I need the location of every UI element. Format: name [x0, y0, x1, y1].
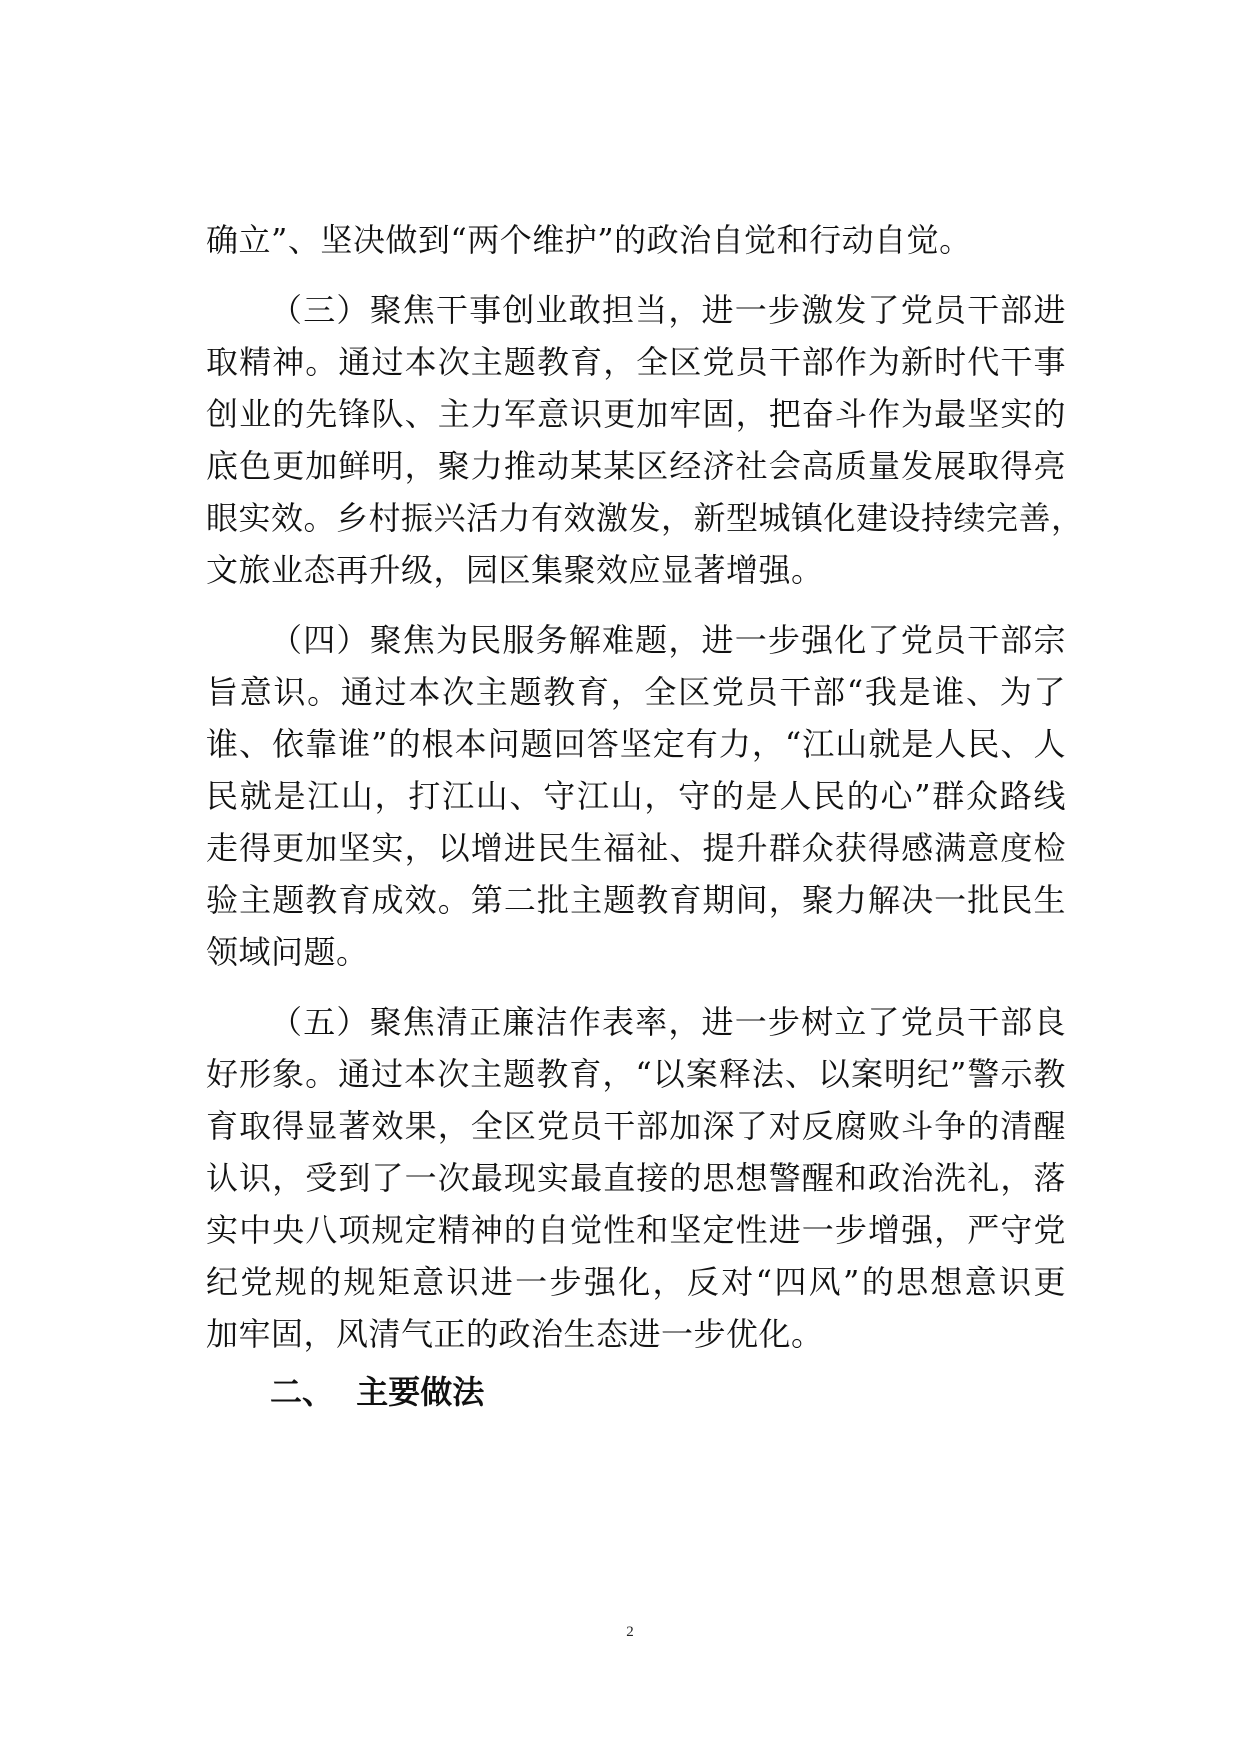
text-line: 旨意识。通过本次主题教育，全区党员干部“我是谁、为了: [206, 673, 1066, 711]
text-line: 实中央八项规定精神的自觉性和坚定性进一步增强，严守党: [206, 1211, 1066, 1249]
page-number: 2: [626, 1624, 634, 1640]
text-line: 取精神。通过本次主题教育，全区党员干部作为新时代干事: [206, 343, 1066, 381]
text-line: 好形象。通过本次主题教育，“以案释法、以案明纪”警示教: [206, 1055, 1066, 1093]
text-line: 纪党规的规矩意识进一步强化，反对“四风”的思想意识更: [206, 1263, 1066, 1301]
text-line: 走得更加坚实，以增进民生福祉、提升群众获得感满意度检: [206, 829, 1066, 867]
paragraph-continuation: [206, 214, 1066, 266]
text-line: 民就是江山，打江山、守江山，守的是人民的心”群众路线: [206, 777, 1066, 815]
document-body: [206, 214, 1084, 1418]
text-line: 认识，受到了一次最现实最直接的思想警醒和政治洗礼，落: [206, 1159, 1066, 1197]
text-line: 加牢固，风清气正的政治生态进一步优化。: [206, 1315, 824, 1353]
paragraph-section-4: [206, 614, 1066, 978]
paragraph-section-5: [206, 996, 1066, 1360]
text-line: 谁、依靠谁”的根本问题回答坚定有力，“江山就是人民、人: [206, 725, 1066, 763]
text-line: 确立”、坚决做到“两个维护”的政治自觉和行动自觉。: [206, 221, 972, 259]
paragraph-section-3: [206, 284, 1084, 596]
text-line: 眼实效。乡村振兴活力有效激发，新型城镇化建设持续完善，: [206, 499, 1084, 537]
section-3-heading-line: （三）聚焦干事创业敢担当，进一步激发了党员干部进: [270, 291, 1066, 329]
text-line: 育取得显著效果，全区党员干部加深了对反腐败斗争的清醒: [206, 1107, 1066, 1145]
text-line: 文旅业态再升级，园区集聚效应显著增强。: [206, 551, 824, 589]
text-line: 验主题教育成效。第二批主题教育期间，聚力解决一批民生: [206, 881, 1066, 919]
section-4-heading-line: （四）聚焦为民服务解难题，进一步强化了党员干部宗: [270, 621, 1066, 659]
section-5-heading-line: （五）聚焦清正廉洁作表率，进一步树立了党员干部良: [270, 1003, 1066, 1041]
section-heading-main-practices: 二、 主要做法: [270, 1373, 485, 1411]
text-line: 领域问题。: [206, 933, 369, 971]
text-line: 底色更加鲜明，聚力推动某某区经济社会高质量发展取得亮: [206, 447, 1066, 485]
text-line: 创业的先锋队、主力军意识更加牢固，把奋斗作为最坚实的: [206, 395, 1066, 433]
